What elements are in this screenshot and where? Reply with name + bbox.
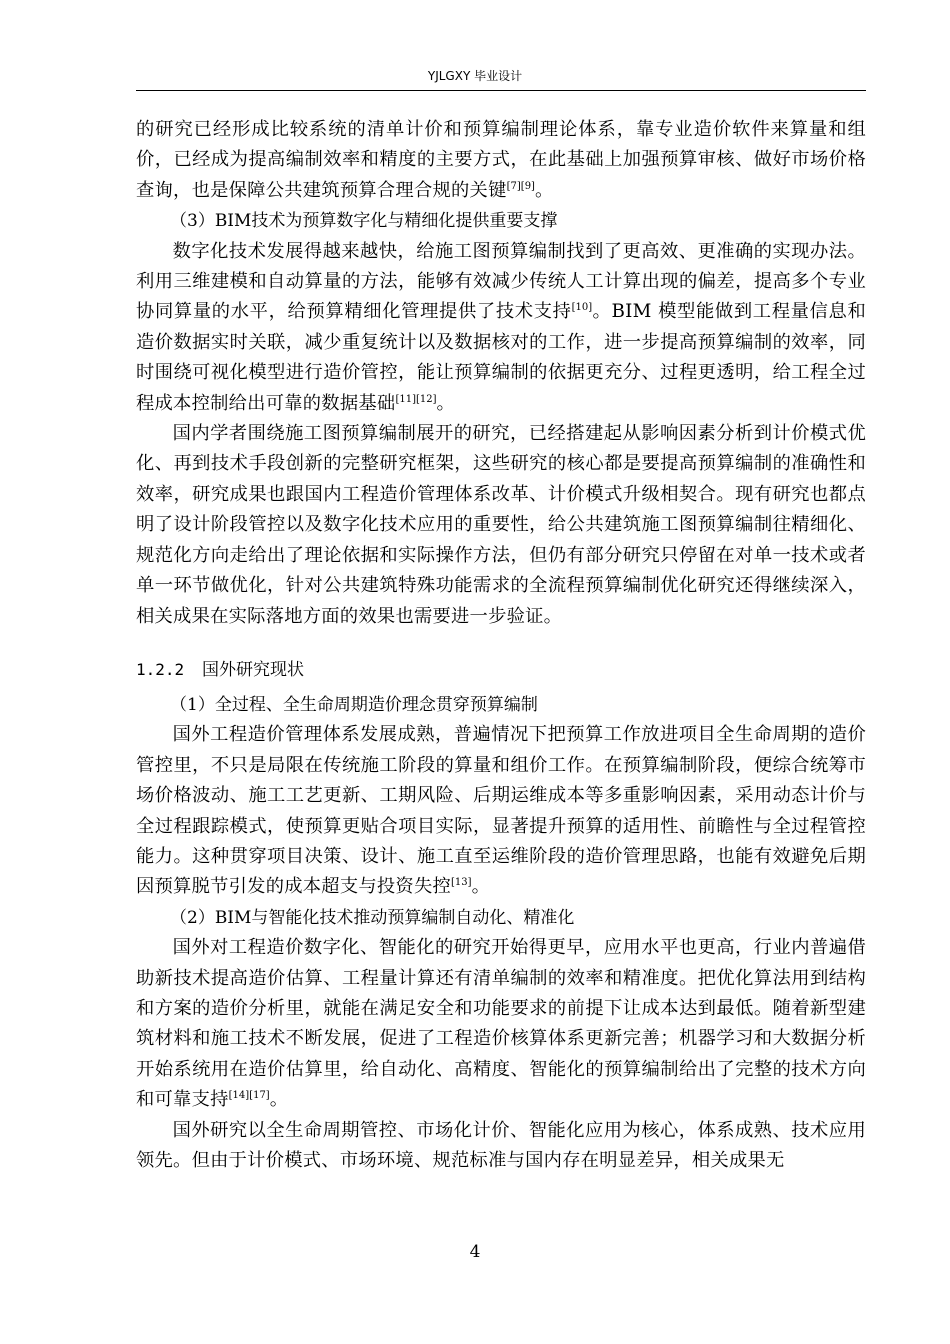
- section-heading: [136, 658, 866, 682]
- paragraph-digital: [136, 237, 866, 419]
- subheading-2: （2）BIM与智能化技术推动预算编制自动化、精准化: [170, 907, 575, 928]
- section-title: 国外研究现状: [202, 659, 304, 680]
- paragraph-text: 数字化技术发展得越来越快，给施工图预算编制找到了更高效、更准确的实现办法。利用三维建模和自动算量的方法，能够有效减少传统人工计算出现的偏差，提高多个专业协同算量的水平，给预算精细化管理提供了技术支持: [136, 240, 866, 323]
- citation: [14][17]: [228, 1090, 270, 1102]
- citation: [7][9]: [506, 180, 535, 192]
- paragraph-bim-ai: [136, 933, 866, 1115]
- paragraph-text: 国外工程造价管理体系发展成熟，普遍情况下把预算工作放进项目全生命周期的造价管控里，不只是局限在传统施工阶段的算量和组价工作。在预算编制阶段，便综合统筹市场价格波动、施工工艺更新、工期风险、后期运维成本等多重影响因素，采用动态计价与全过程跟踪模式，使预算更贴合项目实际，显著提升预算的适用性、前瞻性与全过程管控能力。这种贯穿项目决策、设计、施工直至运维阶段的造价管理思路，也能有效避免后期因预算脱节引发的成本超支与投资失控: [136, 724, 866, 898]
- paragraph-lifecycle: [136, 720, 866, 902]
- subheading-1: （1）全过程、全生命周期造价理念贯穿预算编制: [170, 694, 538, 715]
- paragraph-text: 。BIM 模型能做到工程量信息和造价数据实时关联，减少重复统计以及数据核对的工作，进一步提高预算编制的效率，同时围绕可视化模型进行造价管控，能让预算编制的依据更充分、过程更透明，给工程全过程成本控制给出可靠的数据基础: [136, 301, 867, 414]
- citation: [13]: [451, 877, 472, 889]
- paragraph-foreign-summary: 国外研究以全生命周期管控、市场化计价、智能化应用为核心，体系成熟、技术应用领先。但由于计价模式、市场环境、规范标准与国内存在明显差异，相关成果无: [136, 1119, 866, 1171]
- paragraph-text: 的研究已经形成比较系统的清单计价和预算编制理论体系，靠专业造价软件来算量和组价，已经成为提高编制效率和精度的主要方式，在此基础上加强预算审核、做好市场价格查询，也是保障公共建筑预算合理合规的关键: [136, 119, 866, 201]
- paragraph-text: 国外对工程造价数字化、智能化的研究开始得更早，应用水平也更高，行业内普遍借助新技术提高造价估算、工程量计算还有清单编制的效率和精准度。把优化算法用到结构和方案的造价分析里，就能在满足安全和功能要求的前提下让成本达到最低。随着新型建筑材料和施工技术不断发展，促进了工程造价核算体系更新完善；机器学习和大数据分析开始系统用在造价估算里，给自动化、高精度、智能化的预算编制给出了完整的技术方向和可靠支持: [136, 937, 866, 1111]
- citation: [10]: [571, 302, 593, 314]
- paragraph-tail: 。: [534, 179, 554, 201]
- subheading-3: （3）BIM技术为预算数字化与精细化提供重要支撑: [170, 211, 558, 232]
- paragraph-tail: 。: [436, 392, 456, 414]
- citation: [11][12]: [395, 393, 437, 405]
- page-number: 4: [469, 1242, 481, 1262]
- paragraph-domestic-summary: 国内学者围绕施工图预算编制展开的研究，已经搭建起从影响因素分析到计价模式优化、再到技术手段创新的完整研究框架，这些研究的核心都是要提高预算编制的准确性和效率，研究成果也跟国内工程造价管理体系改革、计价模式升级相契合。现有研究也都点明了设计阶段管控以及数字化技术应用的重要性，给公共建筑施工图预算编制往精细化、规范化方向走给出了理论依据和实际操作方法，但仍有部分研究只停留在对单一技术或者单一环节做优化，针对公共建筑特殊功能需求的全流程预算编制优化研究还得继续深入，相关成果在实际落地方面的效果也需要进一步验证。: [136, 423, 866, 627]
- document-body: [136, 115, 866, 1176]
- paragraph-continued: [136, 115, 866, 206]
- page-header-title: YJLGXY 毕业设计: [427, 69, 523, 83]
- section-number: 1.2.2: [136, 659, 185, 679]
- header-divider: [136, 90, 866, 91]
- paragraph-tail: 。: [471, 876, 491, 898]
- paragraph-tail: 。: [269, 1089, 289, 1111]
